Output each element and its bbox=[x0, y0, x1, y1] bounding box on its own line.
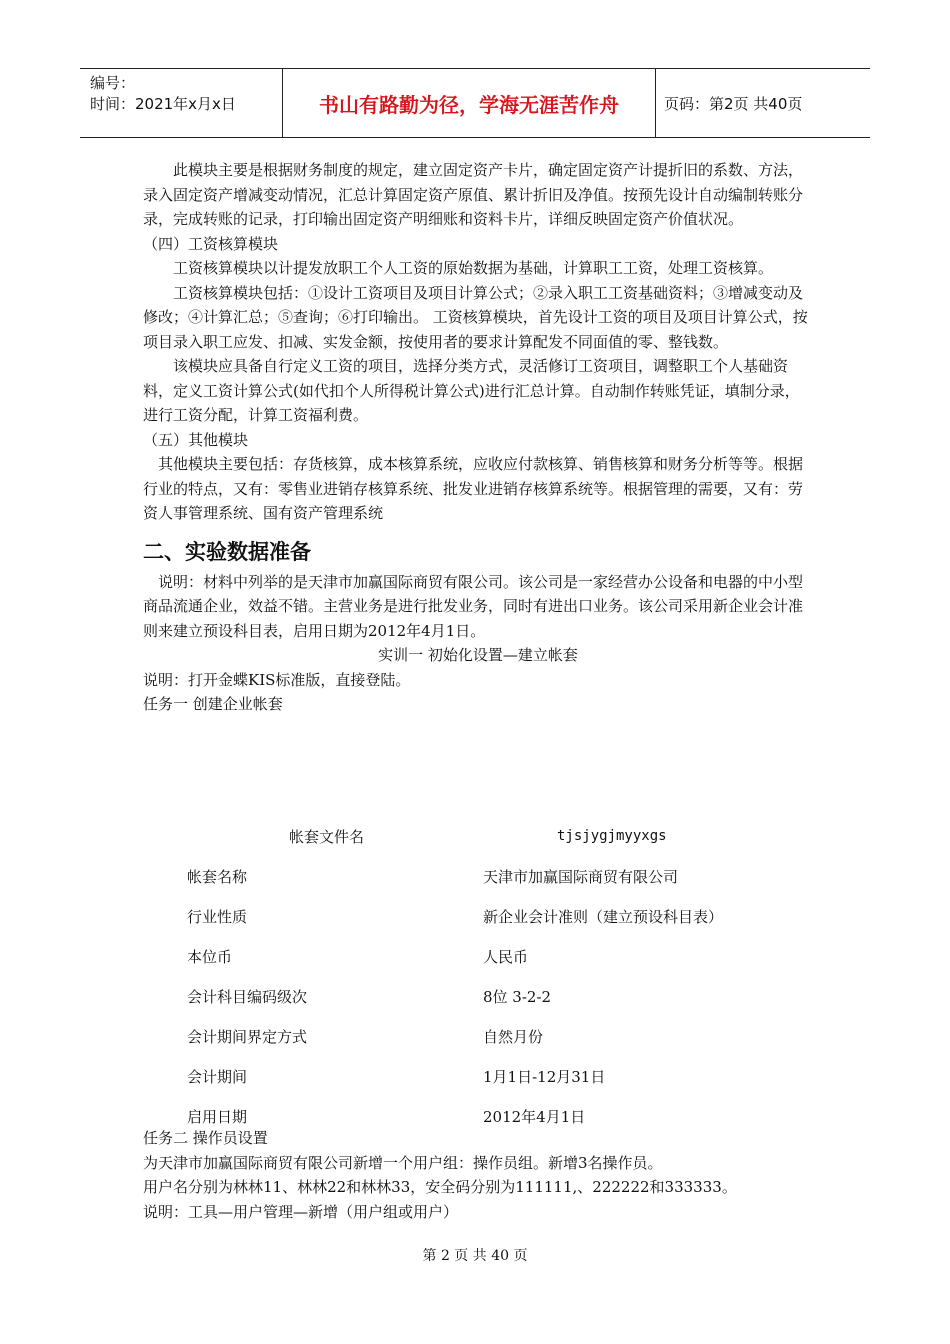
account-setup-table bbox=[143, 816, 803, 1136]
table-key: 本位币 bbox=[187, 947, 233, 966]
paragraph: 其他模块主要包括：存货核算，成本核算系统，应收应付款核算、销售核算和财务分析等等。根据行业的特点，又有：零售业进销存核算系统、批发业进销存核算系统等。根据管理的需要，又有：劳资人事管理系统、国有资产管理系统 bbox=[143, 455, 804, 522]
note-line: 说明：工具—用户管理—新增（用户组或用户） bbox=[143, 1202, 459, 1221]
table-value: 人民币 bbox=[483, 947, 529, 966]
operator-section bbox=[143, 1126, 813, 1224]
table-row bbox=[143, 1016, 803, 1056]
header-table bbox=[80, 68, 870, 138]
header-meta bbox=[80, 69, 283, 137]
body-text bbox=[143, 158, 813, 717]
subsection-heading: （五）其他模块 bbox=[143, 430, 249, 449]
table-key: 会计期间界定方式 bbox=[187, 1027, 308, 1046]
table-value: 自然月份 bbox=[483, 1027, 544, 1046]
training-title: 实训一 初始化设置—建立帐套 bbox=[378, 646, 578, 664]
paragraph: 此模块主要是根据财务制度的规定，建立固定资产卡片，确定固定资产计提折旧的系数、方法，录入固定资产增减变动情况，汇总计算固定资产原值、累计折旧及净值。按预先设计自动编制转账分录，完成转账的记录，打印输出固定资产明细账和资料卡片，详细反映固定资产价值状况。 bbox=[143, 161, 804, 228]
table-key: 帐套文件名 bbox=[289, 827, 365, 846]
header-date: 时间：2021年x月x日 bbox=[90, 95, 236, 113]
paragraph: 该模块应具备自行定义工资的项目，选择分类方式，灵活修订工资项目，调整职工个人基础资料，定义工资计算公式(如代扣个人所得税计算公式)进行汇总计算。自动制作转账凭证，填制分录，进行工资分配，计算工资福利费。 bbox=[143, 357, 800, 424]
paragraph: 说明：材料中列举的是天津市加赢国际商贸有限公司。该公司是一家经营办公设备和电器的中小型商品流通企业，效益不错。主营业务是进行批发业务，同时有进出口业务。该公司采用新企业会计准则来建立预设科目表，启用日期为2012年4月1日。 bbox=[143, 572, 804, 640]
table-key: 会计期间 bbox=[187, 1067, 248, 1086]
note-line: 说明：打开金蝶KIS标准版，直接登陆。 bbox=[143, 670, 411, 689]
table-value: 天津市加赢国际商贸有限公司 bbox=[483, 867, 679, 886]
table-key: 行业性质 bbox=[187, 907, 248, 926]
table-row bbox=[143, 936, 803, 976]
table-row bbox=[143, 856, 803, 896]
table-row bbox=[143, 816, 803, 856]
paragraph: 工资核算模块以计提发放职工个人工资的原始数据为基础，计算职工工资，处理工资核算。 bbox=[173, 259, 774, 277]
paragraph: 工资核算模块包括：①设计工资项目及项目计算公式；②录入职工工资基础资料；③增减变动及修改；④计算汇总；⑤查询；⑥打印输出。 工资核算模块，首先设计工资的项目及项目计算公式，按项目录入职工应发、扣减、实发金额，按使用者的要求计算配发不同面值的零、整钱数。 bbox=[143, 283, 808, 351]
table-row bbox=[143, 976, 803, 1016]
table-key: 会计科目编码级次 bbox=[187, 987, 308, 1006]
table-value: 8位 3-2-2 bbox=[483, 987, 552, 1006]
table-value: 2012年4月1日 bbox=[483, 1107, 586, 1126]
page-footer: 第 2 页 共 40 页 bbox=[422, 1248, 528, 1264]
table-key: 启用日期 bbox=[187, 1107, 248, 1126]
header-number: 编号： bbox=[90, 74, 136, 92]
subsection-heading: （四）工资核算模块 bbox=[143, 234, 279, 253]
task-heading: 任务一 创建企业帐套 bbox=[143, 695, 283, 713]
table-key: 帐套名称 bbox=[187, 867, 248, 886]
section-title: 二、实验数据准备 bbox=[143, 539, 311, 564]
table-row bbox=[143, 1056, 803, 1096]
header-page-info: 页码：第2页 共40页 bbox=[664, 94, 803, 113]
table-row bbox=[143, 896, 803, 936]
table-value: 新企业会计准则（建立预设科目表） bbox=[483, 907, 724, 926]
table-value: 1月1日-12月31日 bbox=[483, 1067, 606, 1086]
paragraph: 为天津市加赢国际商贸有限公司新增一个用户组：操作员组。新增3名操作员。 bbox=[143, 1153, 663, 1172]
paragraph: 用户名分别为林林11、林林22和林林33，安全码分别为111111,、222222和333333。 bbox=[143, 1178, 737, 1196]
table-value: tjsjygjmyyxgs bbox=[557, 828, 667, 844]
task-heading: 任务二 操作员设置 bbox=[143, 1129, 268, 1147]
header-motto: 书山有路勤为径，学海无涯苦作舟 bbox=[283, 69, 656, 137]
